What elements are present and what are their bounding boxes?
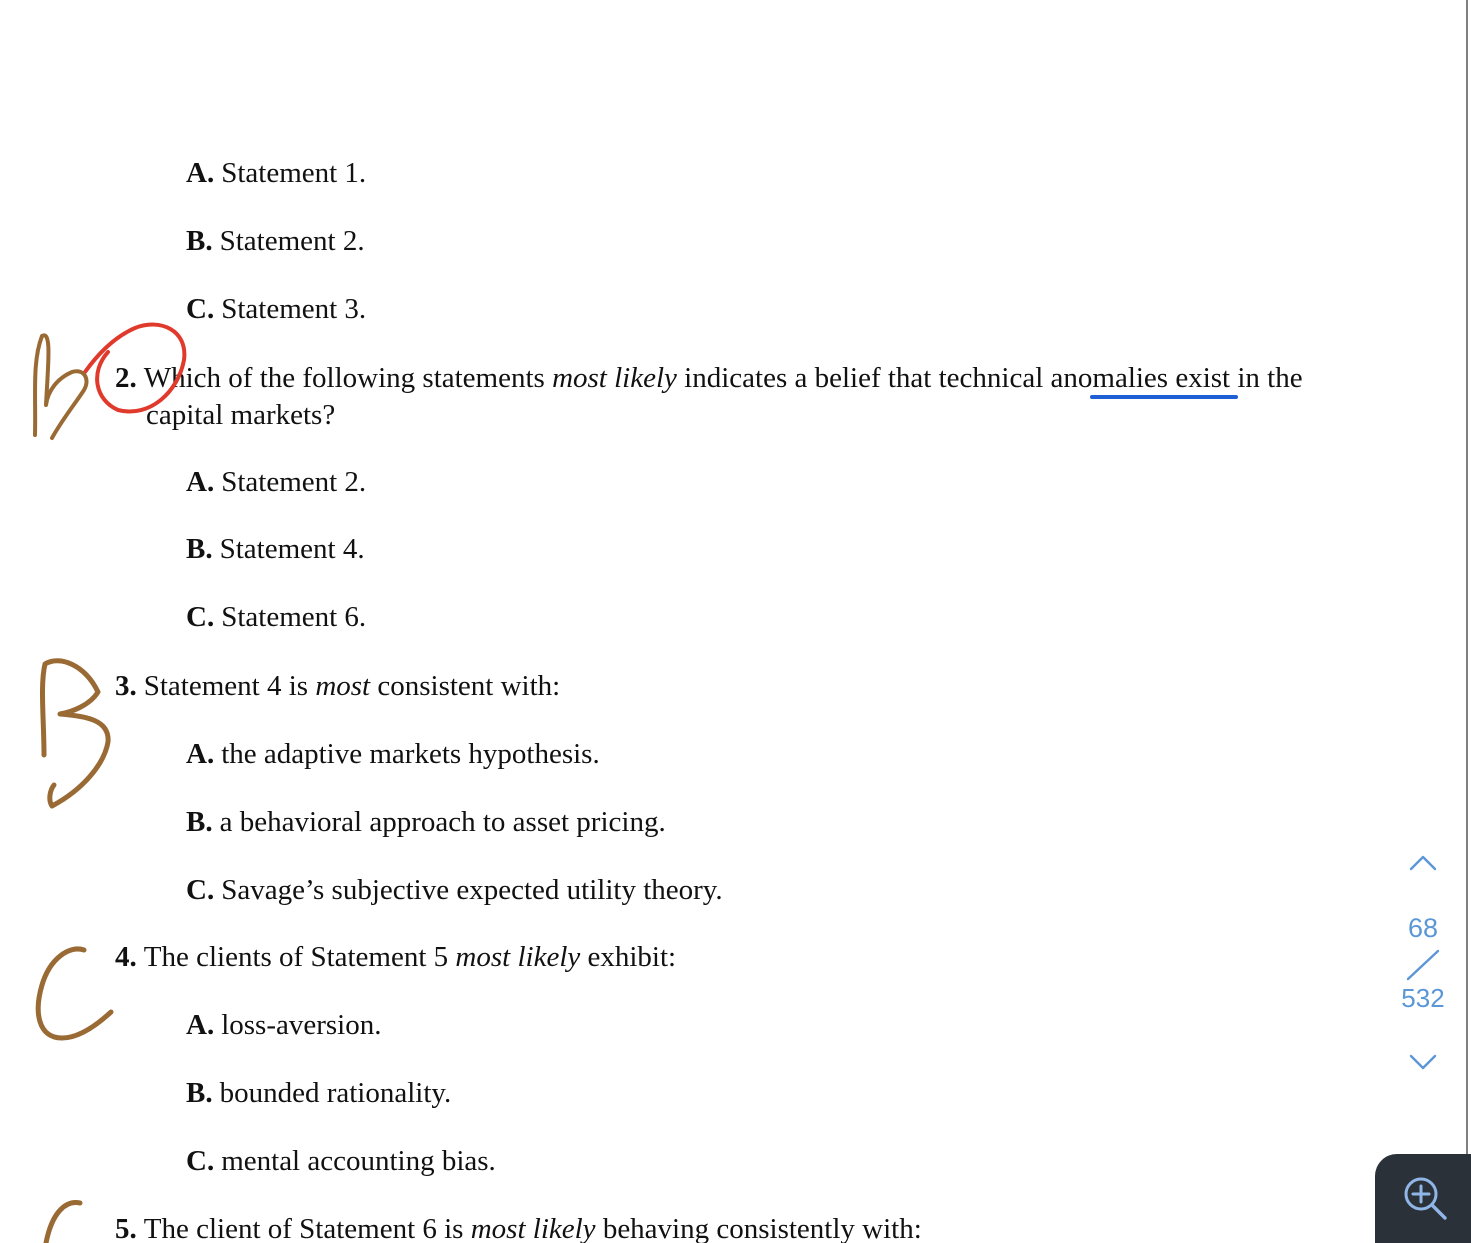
option-text: Statement 1. [221,157,367,189]
question-text: exhibit: [580,941,677,973]
option-text: Statement 6. [221,601,367,633]
option-label: C. [186,293,215,325]
option-text: a behavioral approach to asset pricing. [219,806,666,838]
option-label: C. [186,1145,215,1177]
q2-stem-line-1 [115,360,1303,396]
blue-underline-annotation [1090,395,1238,399]
q3-option-b[interactable] [186,804,666,840]
option-label: B. [186,225,213,257]
question-text: capital markets? [146,399,336,431]
question-text: indicates a belief that technical [676,362,1051,394]
chevron-down-icon [1406,1047,1440,1077]
option-text: the adaptive markets hypothesis. [221,738,600,770]
q3-option-a[interactable] [186,736,600,772]
option-label: B. [186,533,213,565]
option-label: B. [186,806,213,838]
question-emphasis: most [315,670,371,702]
page-navigator [1390,845,1456,1085]
q4-option-b[interactable] [186,1075,451,1111]
question-text: behaving consistently with: [595,1213,922,1243]
question-text: The clients of Statement 5 [143,941,456,973]
option-label: B. [186,1077,213,1109]
handwritten-c-q5 [46,1203,80,1243]
option-text: Statement 4. [219,533,365,565]
question-emphasis: most likely [470,1213,596,1243]
question-number: 5. [115,1213,137,1243]
question-number: 4. [115,941,137,973]
current-page-number: 68 [1407,913,1439,943]
option-label: A. [186,466,215,498]
option-text: mental accounting bias. [221,1145,496,1177]
underlined-word: anomalies [1050,362,1169,394]
question-text: Which of the following statements [143,362,553,394]
option-label: C. [186,601,215,633]
q2-stem-line-2 [146,397,335,433]
option-label: A. [186,157,215,189]
page-separator-slash [1404,947,1442,983]
option-text: Statement 2. [221,466,367,498]
q4-option-a[interactable] [186,1007,381,1043]
q1-option-c[interactable] [186,291,366,327]
question-number: 2. [115,362,137,394]
q5-stem [115,1211,922,1243]
q1-option-a[interactable] [186,155,366,191]
zoom-in-button[interactable] [1375,1154,1471,1243]
q3-option-c[interactable] [186,872,723,908]
question-text: Statement 4 is [143,670,316,702]
q2-option-b[interactable] [186,531,365,567]
page-edge-divider [1466,0,1468,1243]
option-text: loss-aversion. [221,1009,382,1041]
option-text: Statement 2. [219,225,365,257]
question-emphasis: most likely [552,362,677,394]
handwritten-b-q3 [42,661,108,806]
question-text: exist in the [1168,362,1303,394]
handwritten-b-q2 [35,335,87,438]
q4-option-c[interactable] [186,1143,496,1179]
next-page-button[interactable] [1406,1047,1440,1077]
option-text: Statement 3. [221,293,367,325]
zoom-in-icon [1401,1174,1449,1222]
total-pages-number: 532 [1401,983,1445,1013]
q1-option-b[interactable] [186,223,365,259]
question-number: 3. [115,670,137,702]
chevron-up-icon [1406,847,1440,877]
option-label: C. [186,874,215,906]
option-label: A. [186,1009,215,1041]
q3-stem [115,668,560,704]
q2-option-a[interactable] [186,464,366,500]
question-text: consistent with: [370,670,561,702]
handwritten-c-q4 [38,949,111,1038]
option-text: Savage’s subjective expected utility theory. [221,874,723,906]
option-label: A. [186,738,215,770]
previous-page-button[interactable] [1406,847,1440,877]
question-emphasis: most likely [455,941,581,973]
question-text: The client of Statement 6 is [143,1213,471,1243]
option-text: bounded rationality. [219,1077,452,1109]
q4-stem [115,939,676,975]
q2-option-c[interactable] [186,599,366,635]
